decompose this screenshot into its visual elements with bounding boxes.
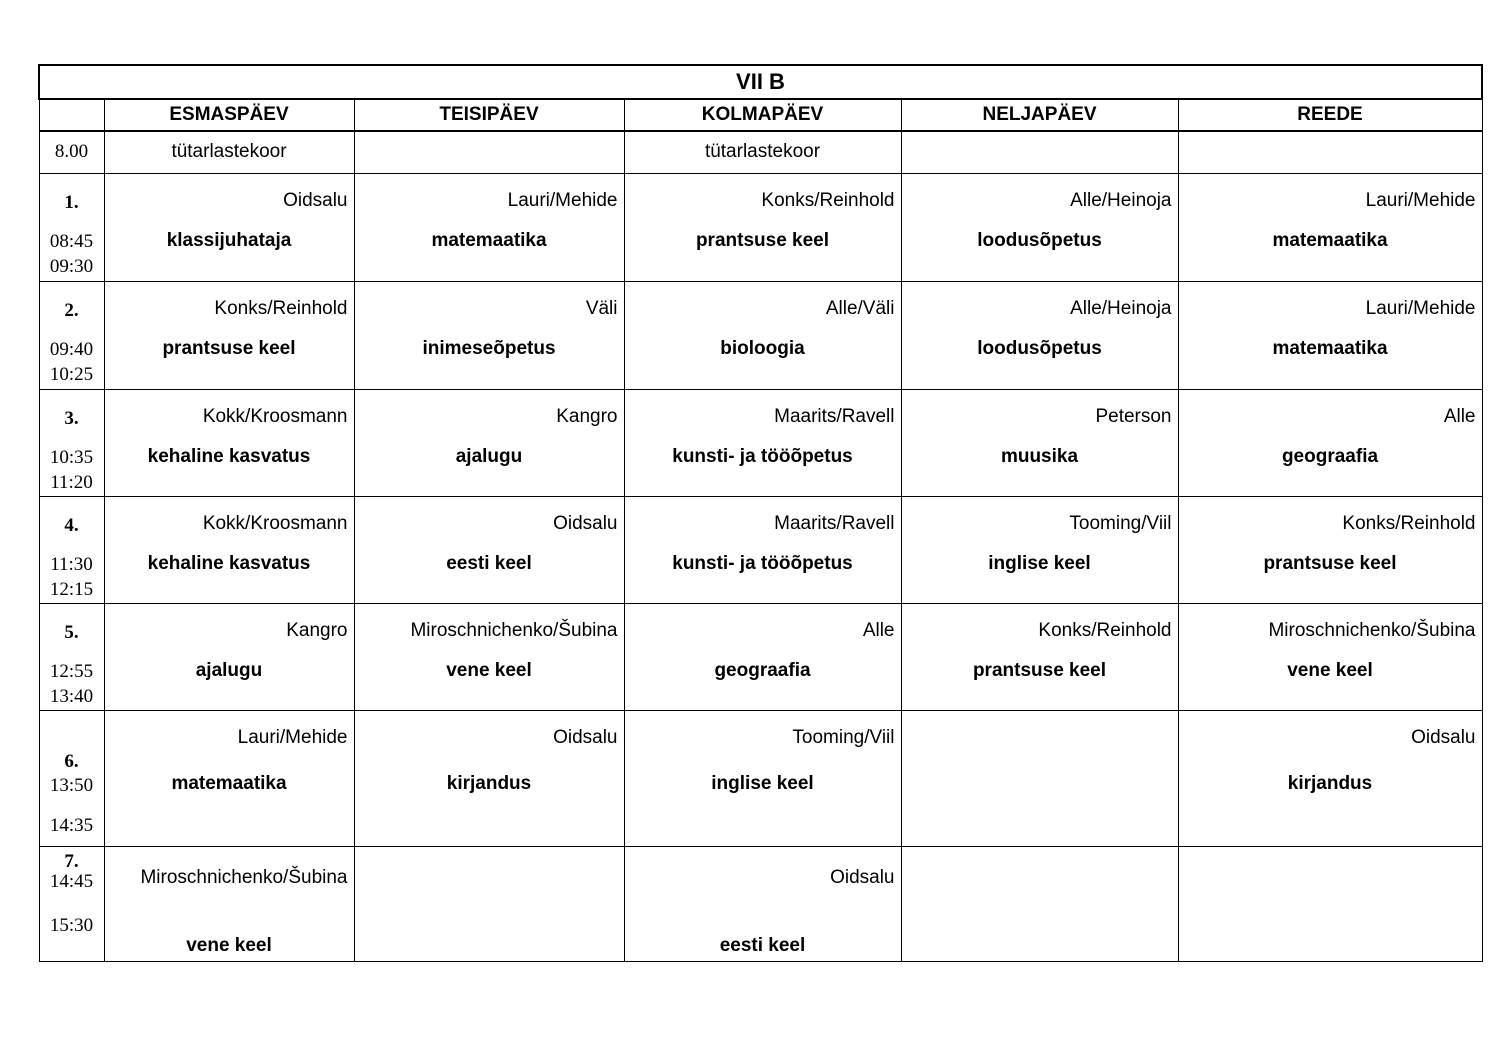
day-header-thursday: NELJAPÄEV: [901, 99, 1178, 131]
subject-name: inglise keel: [988, 553, 1091, 574]
period-end-time: 10:25: [49, 364, 94, 385]
period-number: 4.: [64, 515, 79, 536]
period-time-cell: [39, 390, 104, 497]
subject-name: matemaatika: [1272, 230, 1388, 251]
morning-row: [39, 131, 1482, 174]
subject-name: kunsti- ja tööõpetus: [672, 446, 853, 467]
lesson-cell-tuesday: [354, 390, 624, 497]
period-time-cell: [39, 711, 104, 847]
lesson-cell-monday: [104, 604, 354, 711]
teacher-name: Oidsalu: [1411, 727, 1476, 748]
period-row-6: [39, 711, 1482, 847]
period-row-3: [39, 390, 1482, 497]
subject-name: matemaatika: [431, 230, 547, 251]
teacher-name: Peterson: [1095, 406, 1172, 427]
subject-name: prantsuse keel: [972, 660, 1107, 681]
teacher-name: Maarits/Ravell: [774, 513, 895, 534]
lesson-cell-wednesday: [624, 711, 901, 847]
period-time-cell: [39, 174, 104, 282]
teacher-name: Konks/Reinhold: [761, 190, 895, 211]
lesson-cell-tuesday: [354, 174, 624, 282]
lesson-cell-wednesday: [624, 174, 901, 282]
morning-cell: [901, 131, 1178, 174]
period-row-1: [39, 174, 1482, 282]
lesson-cell-tuesday: [354, 604, 624, 711]
lesson-cell-thursday: [901, 390, 1178, 497]
period-start-time: 10:35: [49, 447, 94, 468]
day-header-tuesday: TEISIPÄEV: [354, 99, 624, 131]
teacher-name: Lauri/Mehide: [507, 190, 618, 211]
period-end-time: 13:40: [49, 686, 94, 707]
subject-name: matemaatika: [1272, 338, 1388, 359]
lesson-cell-wednesday: [624, 390, 901, 497]
period-end-time: 09:30: [49, 256, 94, 277]
teacher-name: Kokk/Kroosmann: [202, 513, 348, 534]
subject-name: bioloogia: [720, 338, 805, 359]
lesson-cell-thursday: [901, 497, 1178, 604]
period-row-4: [39, 497, 1482, 604]
teacher-name: Alle/Väli: [825, 298, 895, 319]
subject-name: muusika: [1000, 446, 1079, 467]
period-number: 3.: [64, 408, 79, 429]
lesson-cell-wednesday: [624, 847, 901, 962]
period-time-cell: [39, 604, 104, 711]
period-number: 7.: [64, 851, 79, 872]
subject-name: vene keel: [186, 935, 272, 956]
day-header-monday: ESMASPÄEV: [104, 99, 354, 131]
period-number: 2.: [64, 300, 79, 321]
subject-name: kunsti- ja tööõpetus: [672, 553, 853, 574]
teacher-name: Oidsalu: [553, 513, 618, 534]
lesson-cell-thursday: [901, 174, 1178, 282]
teacher-name: Alle/Heinoja: [1070, 298, 1172, 319]
lesson-cell-wednesday: [624, 282, 901, 390]
teacher-name: Maarits/Ravell: [774, 406, 895, 427]
teacher-name: Miroschnichenko/Šubina: [140, 867, 348, 888]
teacher-name: Konks/Reinhold: [1038, 620, 1172, 641]
period-end-time: 14:35: [49, 815, 94, 836]
lesson-cell-monday: [104, 282, 354, 390]
subject-name: loodusõpetus: [977, 338, 1102, 359]
lesson-cell-tuesday: [354, 497, 624, 604]
teacher-name: Väli: [585, 298, 618, 319]
lesson-cell-thursday: [901, 604, 1178, 711]
teacher-name: Alle: [862, 620, 895, 641]
lesson-cell-thursday: [901, 711, 1178, 847]
teacher-name: Lauri/Mehide: [1365, 298, 1476, 319]
period-row-7: [39, 847, 1482, 962]
lesson-cell-thursday: [901, 282, 1178, 390]
teacher-name: Oidsalu: [830, 867, 895, 888]
morning-cell: tütarlastekoor: [624, 131, 901, 174]
morning-cell: [354, 131, 624, 174]
teacher-name: Alle/Heinoja: [1070, 190, 1172, 211]
teacher-name: Oidsalu: [553, 727, 618, 748]
teacher-name: Tooming/Viil: [792, 727, 895, 748]
lesson-cell-monday: [104, 847, 354, 962]
subject-name: eesti keel: [446, 553, 532, 574]
teacher-name: Miroschnichenko/Šubina: [410, 620, 618, 641]
subject-name: kirjandus: [446, 773, 532, 794]
period-number: 1.: [64, 192, 79, 213]
lesson-cell-tuesday: [354, 847, 624, 962]
subject-name: vene keel: [446, 660, 532, 681]
day-header-wednesday: KOLMAPÄEV: [624, 99, 901, 131]
lesson-cell-friday: [1178, 847, 1482, 962]
subject-name: geograafia: [714, 660, 811, 681]
subject-name: kehaline kasvatus: [147, 553, 311, 574]
lesson-cell-wednesday: [624, 604, 901, 711]
teacher-name: Konks/Reinhold: [214, 298, 348, 319]
lesson-cell-thursday: [901, 847, 1178, 962]
lesson-cell-tuesday: [354, 711, 624, 847]
teacher-name: Kangro: [556, 406, 618, 427]
lesson-cell-monday: [104, 390, 354, 497]
subject-name: prantsuse keel: [162, 338, 296, 359]
lesson-cell-friday: [1178, 497, 1482, 604]
teacher-name: Kokk/Kroosmann: [202, 406, 348, 427]
period-number: 5.: [64, 622, 79, 643]
lesson-cell-friday: [1178, 282, 1482, 390]
period-end-time: 11:20: [50, 472, 93, 493]
lesson-cell-friday: [1178, 711, 1482, 847]
teacher-name: Tooming/Viil: [1069, 513, 1172, 534]
lesson-cell-monday: [104, 174, 354, 282]
teacher-name: Konks/Reinhold: [1342, 513, 1476, 534]
teacher-name: Lauri/Mehide: [237, 727, 348, 748]
subject-name: inglise keel: [711, 773, 814, 794]
period-time-cell: [39, 847, 104, 962]
teacher-name: Kangro: [286, 620, 348, 641]
period-start-time: 14:45: [49, 871, 94, 892]
lesson-cell-friday: [1178, 174, 1482, 282]
lesson-cell-wednesday: [624, 497, 901, 604]
period-start-time: 08:45: [49, 231, 94, 252]
subject-name: prantsuse keel: [1263, 553, 1397, 574]
day-header-friday: REEDE: [1178, 99, 1482, 131]
period-start-time: 12:55: [49, 661, 94, 682]
teacher-name: Alle: [1443, 406, 1476, 427]
lesson-cell-friday: [1178, 604, 1482, 711]
lesson-cell-monday: [104, 711, 354, 847]
subject-name: prantsuse keel: [695, 230, 830, 251]
subject-name: geograafia: [1281, 446, 1379, 467]
subject-name: klassijuhataja: [166, 230, 292, 251]
subject-name: ajalugu: [195, 660, 263, 681]
day-header-row: [39, 99, 1482, 131]
period-start-time: 13:50: [49, 775, 94, 796]
class-title: VII B: [39, 65, 1482, 99]
subject-name: kehaline kasvatus: [147, 446, 311, 467]
teacher-name: Lauri/Mehide: [1365, 190, 1476, 211]
subject-name: vene keel: [1287, 660, 1373, 681]
teacher-name: Oidsalu: [283, 190, 348, 211]
timetable: [38, 64, 1483, 962]
subject-name: ajalugu: [455, 446, 523, 467]
morning-time: 8.00: [39, 131, 104, 174]
period-end-time: 15:30: [49, 915, 94, 936]
lesson-cell-friday: [1178, 390, 1482, 497]
period-row-2: [39, 282, 1482, 390]
lesson-cell-tuesday: [354, 282, 624, 390]
period-start-time: 09:40: [49, 339, 94, 360]
morning-cell: [1178, 131, 1482, 174]
subject-name: matemaatika: [171, 773, 287, 794]
subject-name: kirjandus: [1287, 773, 1373, 794]
header-corner: [39, 99, 104, 131]
period-number: 6.: [64, 751, 79, 772]
subject-name: loodusõpetus: [977, 230, 1102, 251]
lesson-cell-monday: [104, 497, 354, 604]
morning-cell: tütarlastekoor: [104, 131, 354, 174]
subject-name: inimeseõpetus: [422, 338, 556, 359]
period-end-time: 12:15: [49, 579, 94, 600]
period-time-cell: [39, 497, 104, 604]
period-row-5: [39, 604, 1482, 711]
subject-name: eesti keel: [719, 935, 806, 956]
teacher-name: Miroschnichenko/Šubina: [1268, 620, 1476, 641]
period-time-cell: [39, 282, 104, 390]
period-start-time: 11:30: [50, 554, 93, 575]
